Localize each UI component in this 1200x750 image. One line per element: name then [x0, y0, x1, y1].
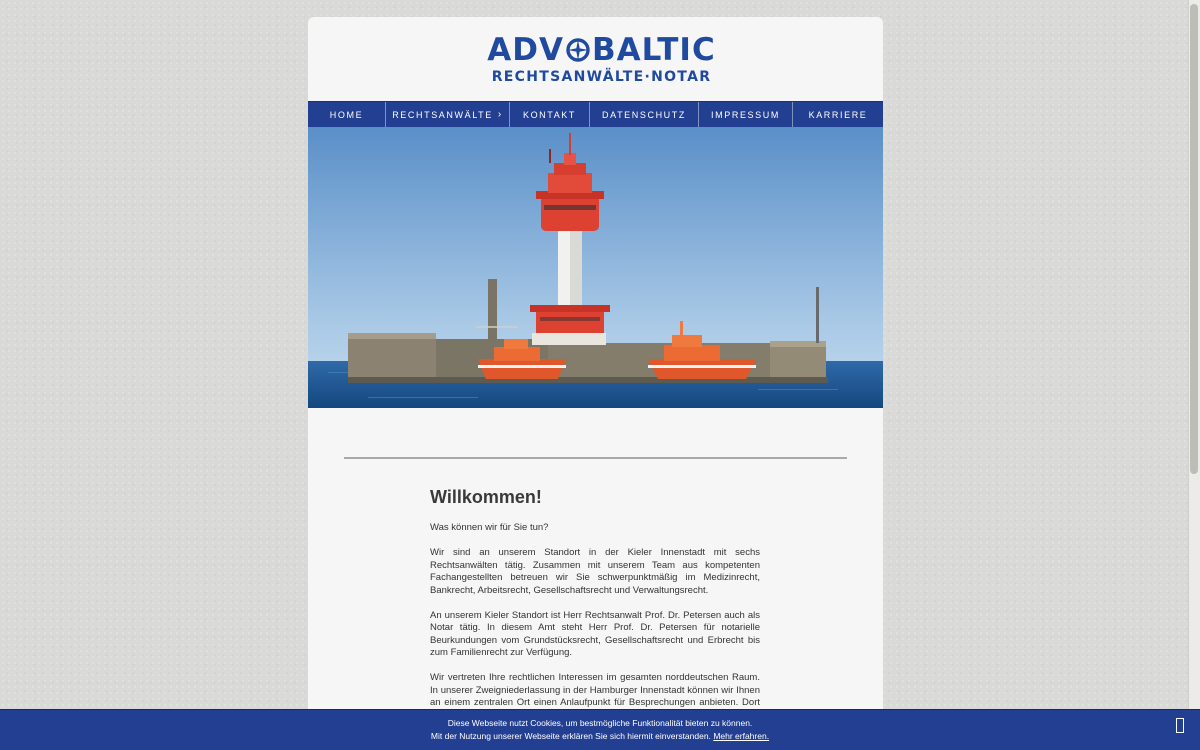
cookie-more-link[interactable]: Mehr erfahren. — [713, 731, 770, 741]
nav-label: IMPRESSUM — [711, 109, 780, 120]
nav-label: HOME — [329, 109, 364, 120]
logo-wordmark — [487, 33, 715, 67]
close-box-icon[interactable] — [1176, 718, 1184, 733]
nav-item-rechtsanwaelte[interactable] — [386, 102, 510, 127]
chevron-right-icon: › — [497, 109, 503, 120]
nav-label: KONTAKT — [522, 109, 577, 120]
scrollbar-thumb[interactable] — [1190, 4, 1198, 474]
cookie-text-line1: Diese Webseite nutzt Cookies, um bestmögliche Funktionalität bieten zu können. — [447, 718, 753, 728]
hero-image-lighthouse — [308, 127, 883, 408]
main-navigation — [308, 101, 883, 127]
paragraph-standort: Wir sind an unserem Standort in der Kieler Innenstadt mit sechs Rechtsanwälten tätig. Zusammen mit unserem Team aus kompetenten Fachangestellten betreuen wir Sie schwerpunktmäßig im Medizinrecht, Bankrecht, Arbeitsrecht, Gesellschaftsrecht und Verwaltungsrecht. — [430, 547, 760, 596]
cookie-consent-text: Mit der Nutzung unserer Webseite erklären Sie sich hiermit einverstanden. — [430, 731, 711, 741]
scrollbar[interactable] — [1188, 0, 1200, 750]
nav-item-karriere[interactable] — [793, 102, 883, 127]
logo-text-right: BALTIC — [592, 32, 716, 68]
nav-item-kontakt[interactable] — [510, 102, 590, 127]
nav-label: DATENSCHUTZ — [602, 109, 686, 120]
main-content — [430, 487, 760, 735]
nav-item-impressum[interactable] — [699, 102, 793, 127]
nav-label: KARRIERE — [808, 109, 868, 120]
site-logo[interactable] — [487, 33, 715, 85]
page-container — [308, 17, 883, 750]
compass-o-icon — [565, 37, 591, 63]
content-divider — [344, 457, 847, 459]
nav-item-home[interactable] — [308, 102, 386, 127]
nav-label: RECHTSANWÄLTE — [392, 109, 493, 120]
paragraph-notar: An unserem Kieler Standort ist Herr Rechtsanwalt Prof. Dr. Petersen auch als Notar tätig. In diesem Amt steht Herr Prof. Dr. Petersen für notarielle Beurkundungen vom Grundstücksrecht, Gesellschaftsrecht und Erbrecht bis zum Familienrecht zur Verfügung. — [430, 609, 760, 658]
cookie-text-line2 — [0, 730, 1200, 743]
cookie-banner — [0, 709, 1200, 750]
site-header — [308, 17, 883, 101]
paragraph-hamburg: Wir vertreten Ihre rechtlichen Interessen im gesamten norddeutschen Raum. In unserer Zweigniederlassung in der Hamburger Innenstadt können wir Ihnen an einem zentralen Ort einen Anlaufpunkt für Besprechungen anbieten. Dort — [430, 672, 760, 708]
intro-question: Was können wir für Sie tun? — [430, 522, 549, 533]
page-title: Willkommen! — [430, 487, 542, 507]
logo-subtitle: RECHTSANWÄLTE·NOTAR — [491, 69, 712, 85]
nav-item-datenschutz[interactable] — [590, 102, 699, 127]
logo-text-left: ADV — [487, 32, 565, 68]
